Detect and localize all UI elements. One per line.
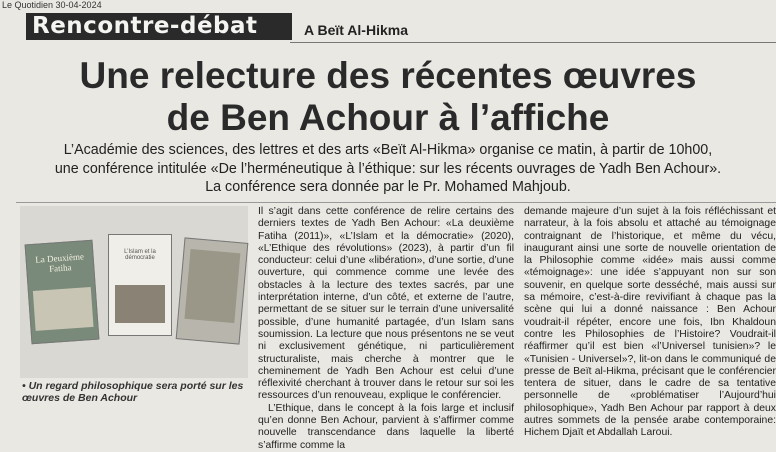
article-column-2: [524, 206, 776, 440]
chapo-line-1: L’Académie des sciences, des lettres et des arts «Beït Al-Hikma» organise ce matin, à partir de 10h00,: [63, 142, 713, 158]
book-cover-islam-democratie: [108, 234, 172, 336]
section-subrubric: A Beït Al-Hikma: [304, 22, 408, 38]
article-column-1: [258, 206, 514, 452]
paragraph: Il s’agit dans cette conférence de relire certains des derniers textes de Yadh Ben Achour: «La deuxième Fatiha (2011)», «L’Islam et la démocratie» (2020), «L’Ethique des révolutions» (2023), à partir d’un fil conducteur: celui d’une «libération», d’une sortie, d’une ouverture, qui commence comme une levée des obstacles à la lecture des textes sacrés, par une interprétation interne, d’un côté, et externe de l’autre, permettant de se situer sur le terrain d’une universalité possible, d’une humanité partagée, d’un Islam sans soumission. La lecture que nous présentons ne se veut ni exclusivement génétique, ni particulièrement structuraliste, mais cherche à montrer que le cheminement de Yadh Ben Achour est celui d’une réflexivité cherchant à trouver dans le retour sur soi les ressources d’un renouveau, explique le conférencier.: [258, 206, 514, 402]
dateline: Le Quotidien 30-04-2024: [2, 0, 102, 10]
book-cover-fatiha: [25, 240, 100, 344]
headline-line-2: de Ben Achour à l’affiche: [166, 97, 610, 138]
chapo-line-3: La conférence sera donnée par le Pr. Mohamed Mahjoub.: [205, 179, 571, 195]
book-cover-title: L’Islam et la démocratie: [124, 249, 156, 261]
headline: [0, 55, 776, 139]
separator-rule: [16, 202, 776, 203]
top-rule: [290, 42, 776, 43]
book-cover-title: La Deuxième Fatiha: [34, 251, 85, 274]
paragraph: demande majeure d’un sujet à la fois réfléchissant et narrateur, à la fois absolu et attaché au témoignage contraignant de l’historique, et même du vécu, inaugurant ainsi une sorte de nouvelle orientation de la Philosophie comme «idée» mais aussi comme «témoignage»: une idée s’appuyant non sur son souvenir, en quelque sorte desséché, mais aussi sur sa mémoire, c’est-à-dire revivifiant à chaque pas la scène qui lui a donné naissance : Ben Achour voudrait-il répéter, encore une fois, Ibn Khaldoun contre les Philosophies de l’Histoire? Voudrait-il réaffirmer qu’il est bien «l’Universel tunisien»? le «Tunisien - Universel»?, lit-on dans le communiqué de presse de Beït al-Hikma, précisant que le conférencier tentera de situer, dans le cadre de sa tentative personnelle de «problématiser l’Aujourd’hui philosophique», Yadh Ben Achour par rapport à deux autres sommets de la pensée arabe contemporaine: Hichem Djaït et Abdallah Laroui.: [524, 206, 776, 439]
book-covers-photo: [20, 206, 248, 378]
chapo-line-2: une conférence intitulée «De l’herméneutique à l’éthique: sur les récents ouvrages de Yadh Ben Achour».: [54, 160, 722, 177]
photo-caption: • Un regard philosophique sera porté sur les œuvres de Ben Achour: [22, 380, 244, 404]
section-rubric: Rencontre-débat: [26, 13, 292, 40]
chapo: [0, 141, 776, 197]
book-cover-ethique-revolutions: [176, 237, 249, 344]
headline-line-1: Une relecture des récentes œuvres: [79, 55, 697, 96]
paragraph: L’Ethique, dans le concept à la fois large et inclusif qu’en donne Ben Achour, parvient à s’affirmer comme nouvelle transcendance dans laquelle la liberté s’affirme comme la: [258, 402, 514, 451]
